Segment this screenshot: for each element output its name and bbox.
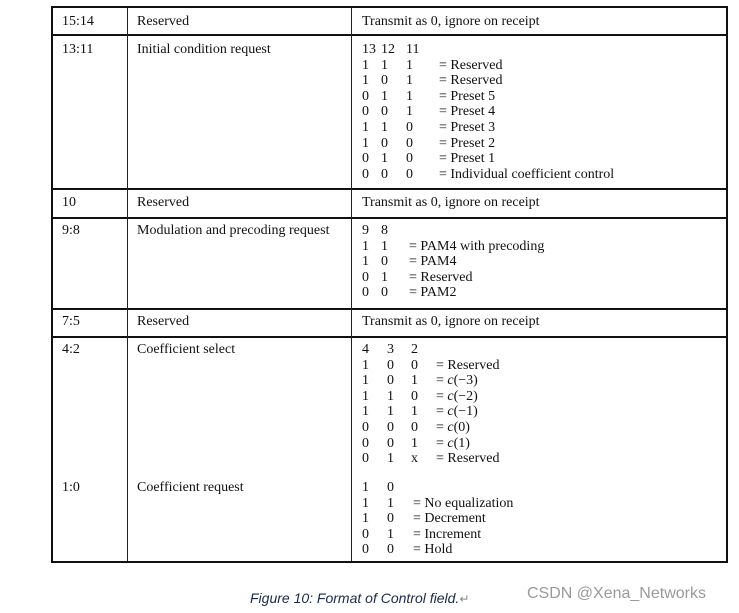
bit-value: 0 [387, 511, 394, 527]
bit-value: 1 [362, 135, 369, 151]
bit-value: 0 [411, 388, 418, 404]
name-reserved: Reserved [137, 195, 190, 210]
bit-value: 0 [406, 166, 413, 182]
code-meaning: = Preset 1 [439, 151, 496, 167]
bit-value: 1 [381, 269, 388, 285]
bit-value: 0 [362, 88, 369, 104]
bit-value: 0 [381, 135, 388, 151]
bit-value: 0 [411, 420, 418, 435]
code-meaning: = c(1) [436, 435, 470, 451]
bit-value: 0 [362, 151, 369, 167]
bits-4-2: 4:2 [62, 342, 80, 357]
desc-reserved: Transmit as 0, ignore on receipt [362, 195, 540, 210]
bit-value: 0 [411, 357, 418, 373]
code-meaning: = c(0) [436, 420, 470, 435]
code-meaning: = Decrement [413, 511, 486, 527]
column-divider [127, 8, 128, 561]
figure-caption [250, 590, 469, 606]
bit-value: 1 [381, 88, 388, 104]
bit-value: 1 [381, 151, 388, 167]
bit-value: 1 [362, 73, 369, 89]
bit-value: 1 [381, 238, 388, 254]
bit-header: 2 [411, 342, 418, 357]
bit-header: 12 [381, 42, 395, 57]
bit-value: 1 [406, 88, 413, 104]
bit-value: 0 [362, 269, 369, 285]
code-meaning: = No equalization [413, 495, 514, 511]
name-reserved: Reserved [137, 14, 190, 29]
bit-value: 1 [362, 495, 369, 511]
bit-value: 0 [387, 542, 394, 558]
code-meaning: = Reserved [409, 269, 473, 285]
code-meaning: = Hold [413, 542, 453, 558]
code-meaning: = Preset 2 [439, 135, 496, 151]
bit-value: 0 [362, 451, 369, 467]
bit-value: 0 [387, 435, 394, 451]
name-coefficient-request: Coefficient request [137, 480, 244, 495]
bit-value: 0 [362, 166, 369, 182]
code-meaning: = PAM4 [409, 254, 457, 270]
code-meaning: = Preset 5 [439, 88, 496, 104]
bit-value: 0 [381, 104, 388, 120]
column-divider [351, 8, 352, 561]
bit-header: 0 [387, 480, 394, 495]
bit-value: 0 [362, 526, 369, 542]
bit-value: 1 [362, 404, 369, 420]
bit-value: 1 [406, 104, 413, 120]
bit-value: 1 [411, 435, 418, 451]
bit-value: 1 [387, 451, 394, 467]
code-meaning: = Individual coefficient control [439, 166, 615, 182]
row-divider [53, 336, 726, 338]
desc-reserved: Transmit as 0, ignore on receipt [362, 314, 540, 329]
bit-value: 1 [387, 526, 394, 542]
bits-15-14: 15:14 [62, 14, 94, 29]
bit-value: 1 [411, 404, 418, 420]
bit-value: 0 [387, 357, 394, 373]
row-divider [53, 308, 726, 310]
bit-value: 0 [406, 120, 413, 135]
bit-value: 0 [362, 420, 369, 435]
code-meaning: = Reserved [436, 451, 500, 467]
bit-value: 1 [362, 511, 369, 527]
bit-value: 1 [362, 57, 369, 73]
code-meaning: = c(−1) [436, 404, 478, 420]
bit-value: 1 [362, 254, 369, 270]
code-meaning: = Increment [413, 526, 482, 542]
bit-header: 9 [362, 223, 369, 238]
code-meaning: = PAM2 [409, 285, 457, 301]
code-meaning: = Reserved [439, 57, 503, 73]
paragraph-mark: ↵ [459, 592, 470, 606]
code-meaning: = Reserved [436, 357, 500, 373]
bit-value: 0 [387, 420, 394, 435]
bit-value: 1 [411, 373, 418, 389]
bit-header: 1 [362, 480, 369, 495]
bits-9-8: 9:8 [62, 223, 80, 238]
bit-value: 0 [362, 104, 369, 120]
bit-value: 1 [387, 495, 394, 511]
caption-text: Figure 10: Format of Control field. [250, 590, 460, 606]
bit-value: 1 [387, 404, 394, 420]
bits-7-5: 7:5 [62, 314, 80, 329]
bit-header: 11 [406, 42, 420, 57]
bit-header: 4 [362, 342, 369, 357]
bit-value: 1 [406, 57, 413, 73]
bit-value: 0 [362, 542, 369, 558]
bit-value: 0 [362, 435, 369, 451]
bit-value: 1 [387, 388, 394, 404]
bit-value: 0 [362, 285, 369, 301]
watermark: CSDN @Xena_Networks [527, 585, 706, 602]
bit-value: 1 [381, 57, 388, 73]
code-meaning: = PAM4 with precoding [409, 238, 545, 254]
desc-reserved: Transmit as 0, ignore on receipt [362, 14, 540, 29]
bit-value: 1 [381, 120, 388, 135]
name-coefficient-select: Coefficient select [137, 342, 236, 357]
bits-10: 10 [62, 195, 76, 210]
bit-value: 1 [406, 73, 413, 89]
bit-value: 0 [381, 73, 388, 89]
name-initial-condition-request: Initial condition request [137, 42, 271, 57]
code-meaning: = c(−2) [436, 388, 478, 404]
bit-value: 1 [362, 238, 369, 254]
bit-value: 1 [362, 373, 369, 389]
row-divider [53, 188, 726, 190]
row-divider [53, 34, 726, 36]
code-meaning: = Preset 4 [439, 104, 496, 120]
bit-value: 0 [406, 135, 413, 151]
code-meaning: = Preset 3 [439, 120, 496, 135]
bit-value: x [411, 451, 418, 467]
bit-value: 0 [406, 151, 413, 167]
bit-value: 1 [362, 357, 369, 373]
row-divider [53, 217, 726, 219]
bit-header: 3 [387, 342, 394, 357]
bit-value: 1 [362, 120, 369, 135]
control-field-table [51, 6, 728, 563]
bit-header: 13 [362, 42, 376, 57]
code-meaning: = Reserved [439, 73, 503, 89]
name-reserved: Reserved [137, 314, 190, 329]
name-modulation-precoding-request: Modulation and precoding request [137, 223, 330, 238]
code-meaning: = c(−3) [436, 373, 478, 389]
bit-value: 0 [381, 285, 388, 301]
bit-value: 1 [362, 388, 369, 404]
bit-value: 0 [381, 254, 388, 270]
bit-value: 0 [387, 373, 394, 389]
bit-value: 0 [381, 166, 388, 182]
bit-header: 8 [381, 223, 388, 238]
bits-13-11: 13:11 [62, 42, 94, 57]
bits-1-0: 1:0 [62, 480, 80, 495]
